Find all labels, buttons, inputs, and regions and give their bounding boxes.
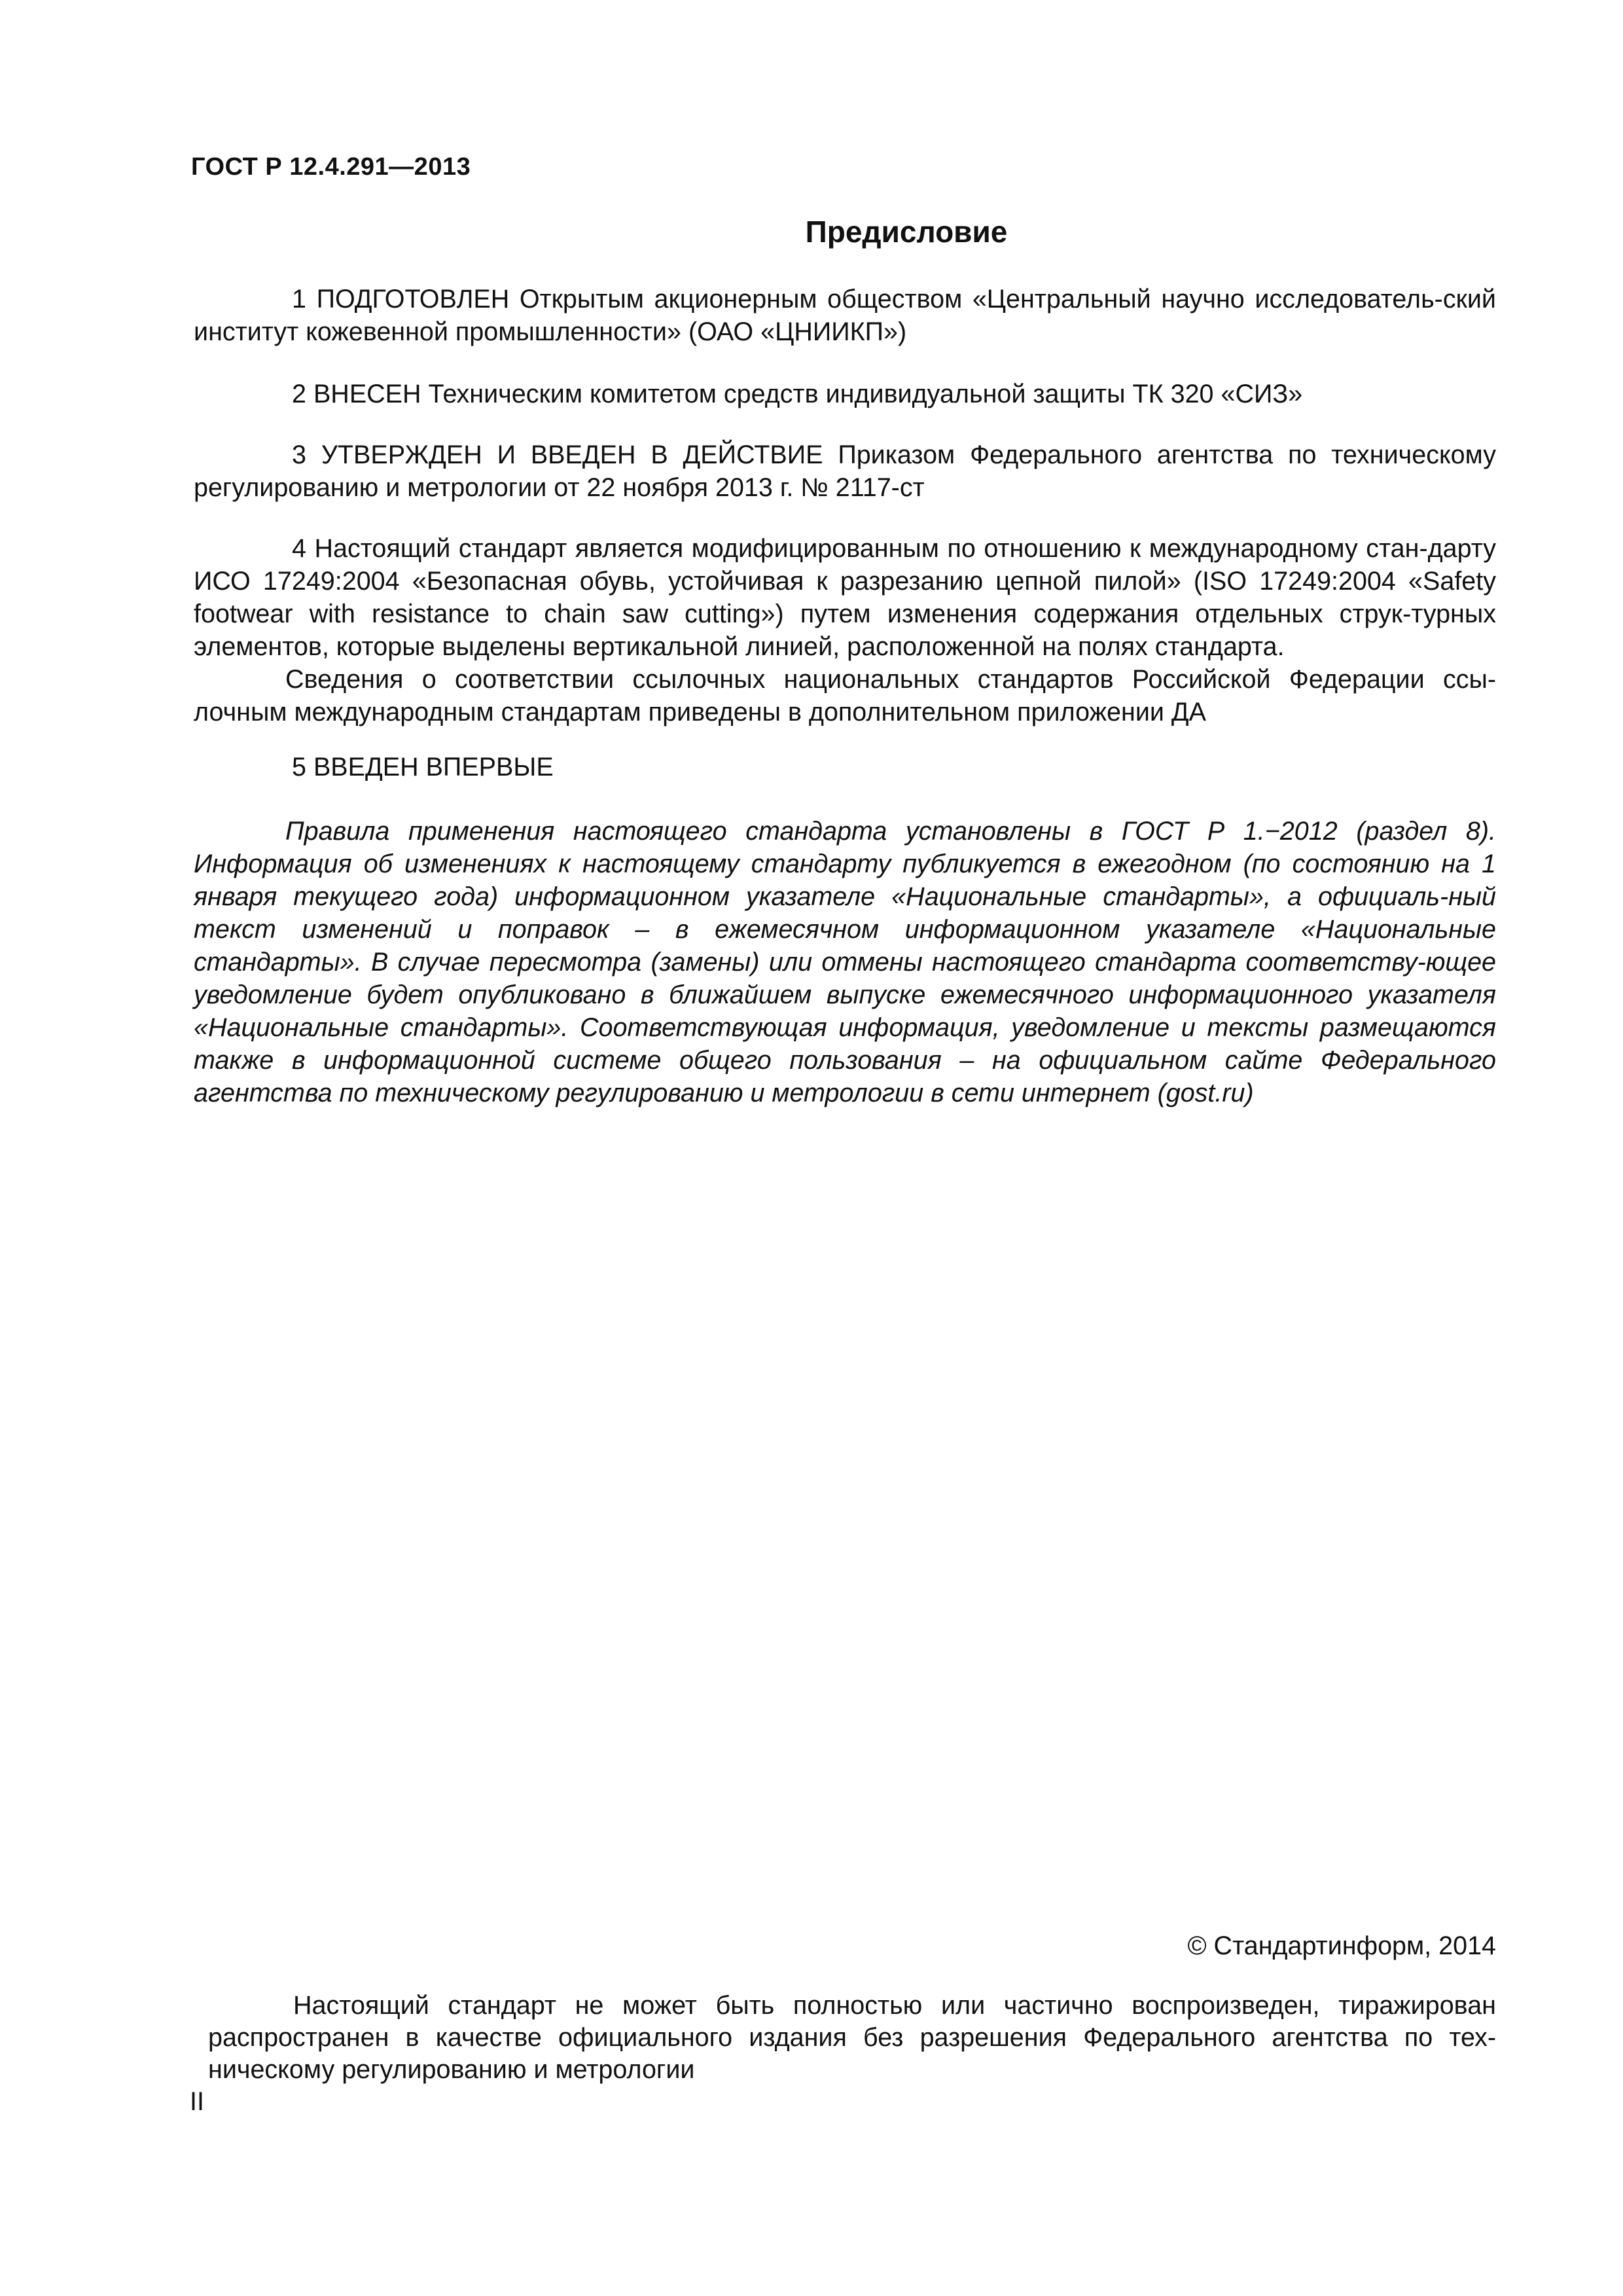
page-number: II [190, 2087, 204, 2116]
document-code: ГОСТ Р 12.4.291—2013 [191, 153, 471, 181]
paragraph-text: 3 УТВЕРЖДЕН И ВВЕДЕН В ДЕЙСТВИЕ Приказом Федерального агентства по техническому регулированию и метрологии от 22 ноября 2013 г. № 2117-ст [194, 440, 1496, 502]
paragraph-introduced [194, 751, 1496, 783]
page-title: Предисловие [805, 215, 1008, 249]
notice-text: Настоящий стандарт не может быть полностью или частично воспроизведен, тиражирован распространен в качестве официального издания без разрешения Федерального агентства по тех-ническому регулированию и метрологии [208, 1991, 1496, 2084]
paragraph-text: 1 ПОДГОТОВЛЕН Открытым акционерным обществом «Центральный научно исследователь-ский институт кожевенной промышленности» (ОАО «ЦНИИКП») [194, 285, 1496, 346]
paragraph-reference-info: Сведения о соответствии ссылочных национальных стандартов Российской Федерации ссы-лочным международным стандартам приведены в дополнительном приложении ДА [194, 665, 1496, 726]
paragraph-prepared-by [194, 283, 1496, 348]
paragraph-text: Правила применения настоящего стандарта установлены в ГОСТ Р 1.−2012 (раздел 8). Информация об изменениях к настоящему стандарту публикуется в ежегодном (по состоянию на 1 января текущего года) информационном указателе «Национальные стандарты», а официаль-ный текст изменений и поправок – в ежемесячном информационном указателе «Национальные стандарты». В случае пересмотра (замены) или отмены настоящего стандарта соответству-ющее уведомление будет опубликовано в ближайшем выпуске ежемесячного информационного указателя «Национальные стандарты». Соответствующая информация, уведомление и тексты размещаются также в информационной системе общего пользования – на официальном сайте Федерального агентства по техническому регулированию и метрологии в сети интернет (gost.ru) [194, 817, 1496, 1107]
paragraph-text: 5 ВВЕДЕН ВПЕРВЫЕ [292, 753, 554, 781]
paragraph-modification [194, 532, 1496, 728]
copyright-notice: © Стандартинформ, 2014 [1187, 1931, 1496, 1960]
paragraph-text: 2 ВНЕСЕН Техническим комитетом средств индивидуальной защиты ТК 320 «СИЗ» [292, 380, 1303, 408]
paragraph-approved [194, 439, 1496, 504]
paragraph-submitted-by [194, 378, 1496, 410]
paragraph-text: 4 Настоящий стандарт является модифицированным по отношению к международному стан-дарту ИСО 17249:2004 «Безопасная обувь, устойчивая к разрезанию цепной пилой» (ISO 17249:2004 «Safety footwear with resistance to chain saw cutting») путем изменения содержания отдельных струк-турных элементов, которые выделены вертикальной линией, расположенной на полях стандарта. [194, 534, 1496, 661]
reproduction-notice [208, 1990, 1496, 2086]
paragraph-application-rules [194, 815, 1496, 1109]
